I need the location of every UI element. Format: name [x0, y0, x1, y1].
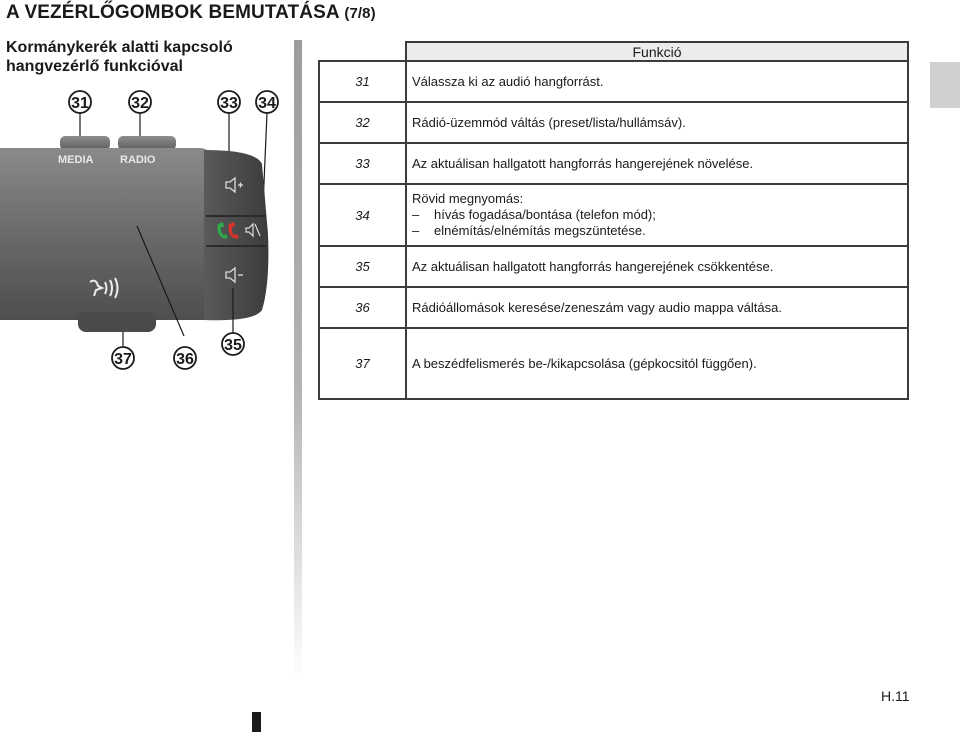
row-number: 33	[319, 143, 406, 184]
row-number: 35	[319, 246, 406, 287]
table-row	[319, 102, 908, 143]
list-item-text: elnémítás/elnémítás megszüntetése.	[434, 223, 646, 238]
stalk-body	[0, 148, 214, 320]
svg-text:31: 31	[71, 95, 89, 112]
page-part: (7/8)	[344, 5, 376, 22]
page-title	[6, 2, 376, 24]
page-title-text: A VEZÉRLŐGOMBOK BEMUTATÁSA	[6, 2, 339, 23]
row-number: 36	[319, 287, 406, 328]
callout-31	[69, 91, 91, 113]
row-text: Rádióállomások keresése/zeneszám vagy audio mappa váltása.	[406, 287, 908, 328]
svg-text:32: 32	[131, 95, 149, 112]
row-text: Az aktuálisan hallgatott hangforrás hangerejének növelése.	[406, 143, 908, 184]
table-row	[319, 61, 908, 102]
callout-33	[218, 91, 240, 113]
table-row	[319, 287, 908, 328]
page-number: H.11	[881, 688, 910, 704]
table-row	[319, 246, 908, 287]
section-title-line1: Kormánykerék alatti kapcsoló	[6, 39, 233, 56]
row-number: 37	[319, 328, 406, 399]
function-table	[318, 41, 909, 400]
steering-stalk-illustration	[0, 84, 292, 380]
callout-32	[129, 91, 151, 113]
row-number: 31	[319, 61, 406, 102]
callout-35	[222, 333, 244, 355]
footer-mark	[252, 712, 261, 732]
column-divider	[294, 40, 302, 680]
table-header-row	[319, 42, 908, 61]
svg-text:36: 36	[176, 351, 194, 368]
radio-top-button	[118, 136, 176, 150]
row-number: 34	[319, 184, 406, 246]
section-title	[6, 38, 286, 76]
media-label: MEDIA	[58, 154, 94, 166]
section-title-line2: hangvezérlő funkcióval	[6, 58, 183, 75]
list-item-text: hívás fogadása/bontása (telefon mód);	[434, 207, 656, 222]
row-text-intro: Rövid megnyomás:	[412, 191, 524, 206]
list-dash: –	[412, 223, 420, 238]
table-header-function: Funkció	[406, 42, 908, 61]
row-list-item	[412, 207, 902, 223]
callout-34	[256, 91, 278, 113]
row-number: 32	[319, 102, 406, 143]
svg-text:34: 34	[258, 95, 276, 112]
table-row	[319, 143, 908, 184]
chapter-tab	[930, 62, 960, 108]
row-text: Válassza ki az audió hangforrást.	[406, 61, 908, 102]
row-list-item	[412, 223, 902, 239]
row-text: Az aktuálisan hallgatott hangforrás hangerejének csökkentése.	[406, 246, 908, 287]
table-row	[319, 184, 908, 246]
table-header-empty	[319, 42, 406, 61]
media-top-button	[60, 136, 110, 150]
radio-label: RADIO	[120, 154, 156, 166]
row-text: A beszédfelismerés be-/kikapcsolása (gépkocsitól függően).	[406, 328, 908, 399]
list-dash: –	[412, 207, 420, 222]
svg-text:35: 35	[224, 337, 242, 354]
callout-37	[112, 347, 134, 369]
svg-text:33: 33	[220, 95, 238, 112]
svg-text:37: 37	[114, 351, 132, 368]
row-text: Rádió-üzemmód váltás (preset/lista/hullámsáv).	[406, 102, 908, 143]
voice-button	[78, 312, 156, 332]
table-row	[319, 328, 908, 399]
row-text	[406, 184, 908, 246]
callout-36	[174, 347, 196, 369]
